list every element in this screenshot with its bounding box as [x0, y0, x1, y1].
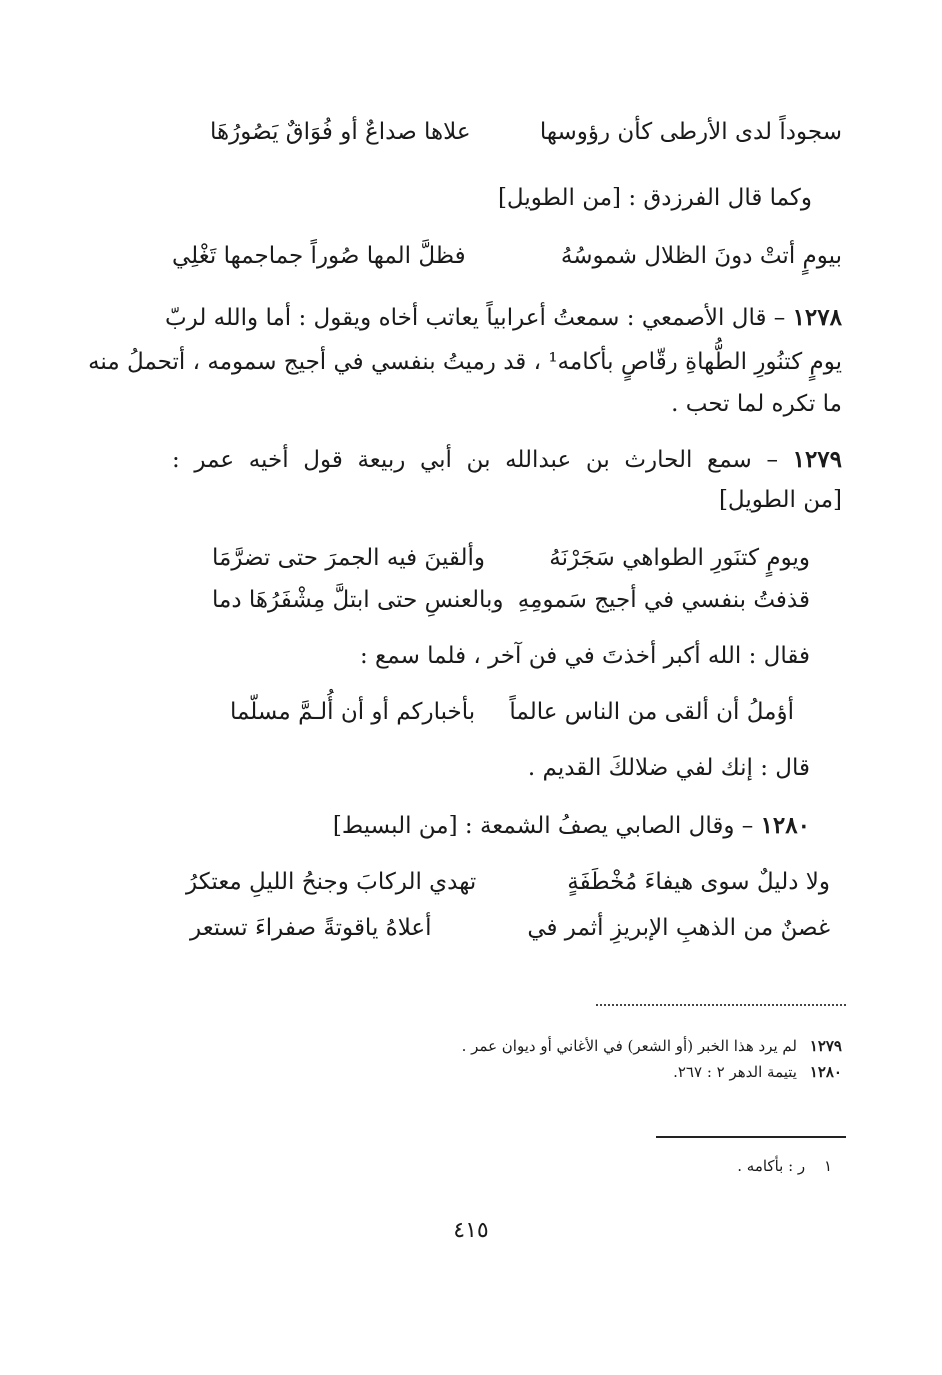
verse-2-first-hemistich: بيومٍ أتتْ دونَ الظلال شموسُهُ — [560, 243, 842, 269]
para-1278-line-1-text: – قال الأصمعي : سمعتُ أعرابياً يعاتب أخاه ويقول : أما والله لربّ — [165, 305, 786, 331]
verse-6-first-hemistich: ولا دليلٌ سوى هيفاءَ مُخْطَفَةٍ — [567, 869, 830, 895]
verse-5-second-hemistich: بأخباركم أو أن أُلـمَّ مسلّما — [230, 699, 476, 725]
para-1280 — [333, 806, 810, 846]
footnote-1280-text: يتيمة الدهر ٢ : ٢٦٧. — [673, 1063, 797, 1081]
line-qal: قال : إنك لفي ضلالكَ القديم . — [527, 755, 810, 781]
margin-note-rule — [656, 1136, 846, 1138]
farazdaq-intro: وكما قال الفرزدق : [من الطويل] — [497, 185, 812, 211]
footnote-dotted-separator — [596, 1004, 846, 1006]
margin-note-number: ١ — [823, 1157, 832, 1175]
para-1279-line-1 — [172, 440, 842, 480]
para-1279-number: ١٢٧٩ — [792, 446, 843, 473]
margin-note — [737, 1154, 832, 1178]
verse-3-first-hemistich: ويومٍ كتنَورِ الطواهي سَجَرْنَهُ — [549, 545, 810, 571]
para-1280-number: ١٢٨٠ — [760, 812, 810, 839]
verse-2-second-hemistich: فظلَّ المها صُوراً جماجمها تَغْلِي — [172, 243, 466, 269]
para-1279-line-1-text: – سمع الحارث بن عبدالله بن أبي ربيعة قول أخيه عمر : — [172, 447, 778, 473]
verse-4-second-hemistich: وبالعنسِ حتى ابتلَّ مِشْفَرُهَا دما — [212, 587, 504, 613]
verse-1-second-hemistich: علاها صداعٌ أو فُوَاقٌ يَصُورُهَا — [210, 119, 471, 145]
para-1280-text: – وقال الصابي يصفُ الشمعة : [من البسيط] — [332, 813, 754, 839]
margin-note-text: ر : بأكامه . — [737, 1157, 806, 1175]
footnote-1280-number: ١٢٨٠ — [809, 1063, 842, 1081]
para-1279-line-2: [من الطويل] — [718, 487, 842, 513]
para-1278-line-1 — [165, 298, 842, 338]
para-1278-line-2: يومٍ كتنُورِ الطُّهاةِ رقّاصٍ بأكامه¹ ، قد رميتُ بنفسي في أجيج سمومه ، أتحملُ منه — [88, 349, 842, 375]
verse-5-first-hemistich: أؤملُ أن ألقى من الناس عالماً — [509, 699, 794, 725]
footnote-1280 — [673, 1060, 842, 1084]
footnote-1279-number: ١٢٧٩ — [809, 1037, 842, 1055]
verse-6-second-hemistich: تهدي الركابَ وجنحُ الليلِ معتكرُ — [186, 869, 477, 895]
line-faqal: فقال : الله أكبر أخذتَ في فن آخر ، فلما سمع : — [359, 643, 810, 669]
verse-3-second-hemistich: وألقينَ فيه الجمرَ حتى تضرَّمَا — [212, 545, 486, 571]
para-1278-line-3: ما تكره لما تحب . — [671, 391, 842, 417]
verse-1-first-hemistich: سجوداً لدى الأرطى كأن رؤوسها — [539, 119, 842, 145]
verse-4-first-hemistich: قذفتُ بنفسي في أجيج سَمومِهِ — [517, 587, 810, 613]
page-number: ٤١٥ — [453, 1218, 489, 1243]
para-1278-number: ١٢٧٨ — [792, 304, 842, 331]
verse-7-first-hemistich: غصنٌ من الذهبِ الإبريزِ أثمر في — [527, 915, 830, 941]
verse-7-second-hemistich: أعلاهُ ياقوتةً صفراءَ تستعر — [190, 915, 432, 941]
footnote-1279-text: لم يرد هذا الخبر (أو الشعر) في الأغاني أو ديوان عمر . — [461, 1037, 797, 1055]
footnote-1279 — [462, 1034, 842, 1058]
